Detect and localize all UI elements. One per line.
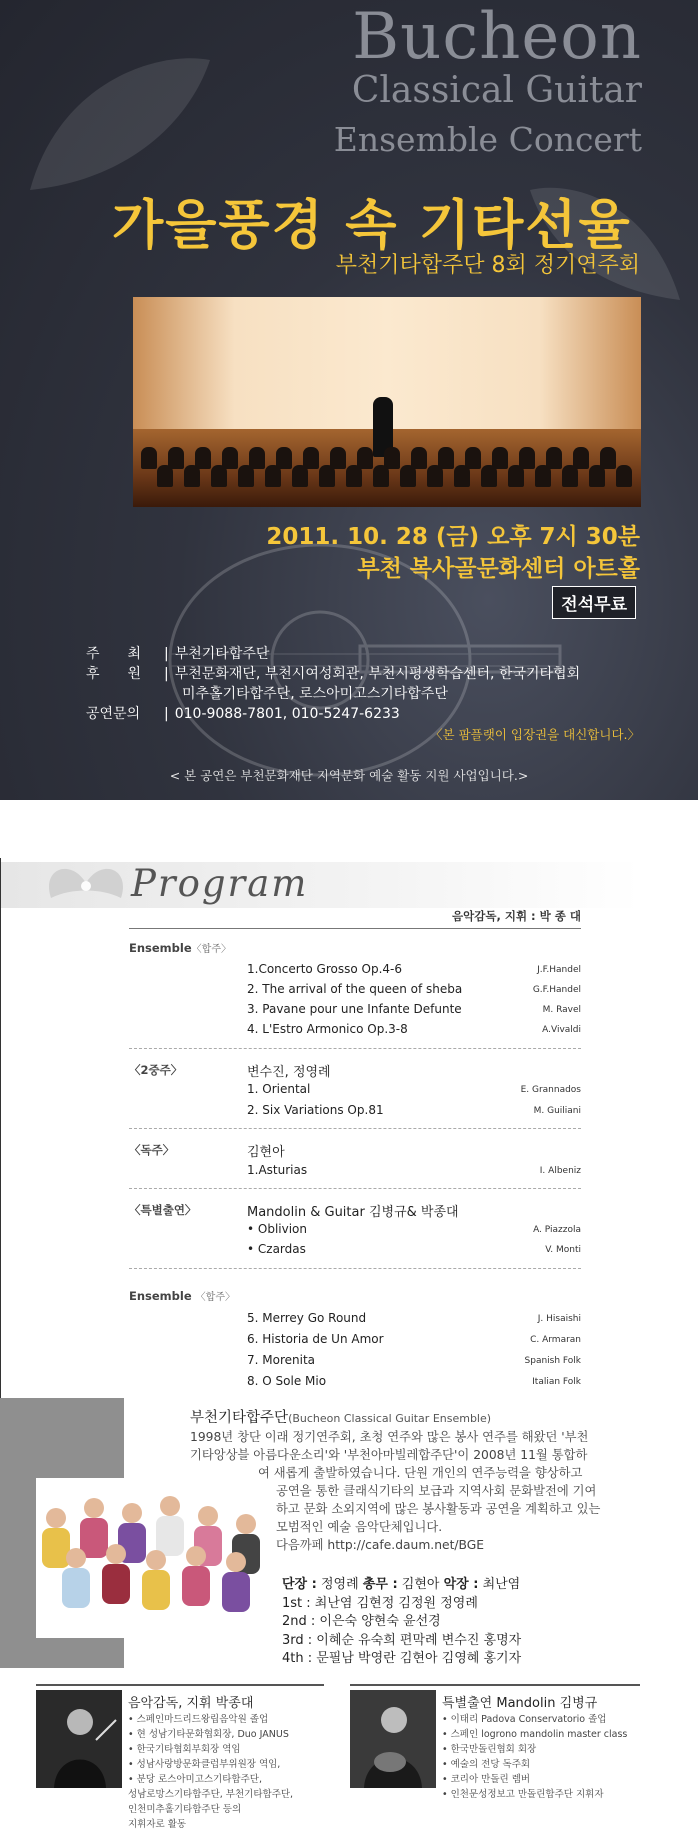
player-figure: [400, 465, 416, 487]
conductor-bio-title: 음악감독, 지휘 박종대: [128, 1696, 254, 1711]
guest-bio-title: 특별출연 Mandolin 김병규: [442, 1696, 598, 1711]
program-composer: J.F.Handel: [537, 965, 581, 975]
info-row-sponsor-cont: 미추홀기타합주단, 로스아미고스기타합주단: [182, 686, 448, 702]
leaf-watermark-icon: [20, 40, 220, 200]
info-row-host: 주 최 | 부천기타합주단: [86, 646, 270, 662]
player-figure: [373, 465, 389, 487]
player-figure: [616, 465, 632, 487]
poster-title-en-line3: Ensemble Concert: [333, 120, 642, 159]
program-composer: I. Albeniz: [539, 1166, 581, 1176]
member-face: [226, 1552, 246, 1572]
program-composer: C. Armaran: [530, 1335, 581, 1345]
concert-venue: 부천 복사골문화센터 아트홀: [357, 556, 640, 582]
program-section: [0, 858, 698, 1398]
admission-badge: 전석무료: [552, 586, 636, 619]
ensemble-cafe-link[interactable]: 다음까페 http://cafe.daum.net/BGE: [276, 1538, 485, 1552]
program-divider: [129, 1048, 581, 1049]
program-title: Program: [131, 862, 309, 905]
member-body: [222, 1572, 250, 1612]
section-label-ensemble: Ensemble〈합주〉: [129, 941, 231, 955]
program-piece: 2. Six Variations Op.81: [247, 1103, 384, 1117]
info-row-sponsor: 후 원 | 부천문화재단, 부천시여성회관, 부천시평생학습센터, 한국기타협회: [86, 666, 581, 682]
ensemble-description-line: 공연을 통한 클래식기타의 보급과 지역사회 문화발전에 기여: [276, 1484, 597, 1498]
guest-bio-list: • 이태리 Padova Conservatorio 졸업 • 스페인 logrono mandolin master class • 한국만돌린협회 회장 • 예술의 전당 독주회 • 코리아 만돌린 렘버 • 인천문성정보고 만돌린합주단 지휘자: [442, 1714, 628, 1800]
program-piece: 8. O Sole Mio: [247, 1374, 327, 1388]
program-composer: V. Monti: [545, 1245, 581, 1255]
section-performers: 변수진, 정영례: [247, 1065, 331, 1080]
support-note: < 본 공연은 부천문화재단 지역문화 예술 활동 지원 사업입니다.>: [169, 768, 529, 783]
player-figure: [292, 465, 308, 487]
program-piece: 2. The arrival of the queen of sheba: [247, 982, 463, 996]
concert-photo: [133, 297, 641, 507]
ensemble-description-line: 모범적인 예술 음악단체입니다.: [276, 1520, 443, 1534]
program-piece: • Czardas: [247, 1242, 306, 1256]
ensemble-description-line: 기타앙상블 아름다운소리'와 '부천아마빌레합주단'이 2008년 11월 통합하: [190, 1448, 588, 1462]
bio-divider: [350, 1684, 640, 1686]
player-figure: [265, 465, 281, 487]
ensemble-description-line: 1998년 창단 이래 정기연주회, 초청 연주와 많은 봉사 연주를 해왔던 '부천: [190, 1430, 589, 1444]
member-body: [62, 1568, 90, 1608]
section-label-solo: 〈독주〉: [129, 1143, 175, 1157]
program-piece: • Oblivion: [247, 1222, 308, 1236]
ensemble-title: 부천기타합주단(Bucheon Classical Guitar Ensemble): [190, 1410, 492, 1426]
player-figure: [238, 465, 254, 487]
ensemble-info-section: [0, 1398, 698, 1830]
player-figure: [211, 465, 227, 487]
member-face: [46, 1508, 66, 1528]
player-figure: [427, 465, 443, 487]
program-piece: 4. L'Estro Armonico Op.3-8: [247, 1022, 408, 1036]
program-composer: G.F.Handel: [532, 985, 581, 995]
conductor-photo: [36, 1690, 122, 1788]
program-composer: J. Hisaishi: [537, 1314, 581, 1324]
program-composer: Spanish Folk: [524, 1356, 581, 1366]
program-divider: [129, 1188, 581, 1189]
conductor-bio-list: • 스페인마드리드왕립음악원 졸업 • 현 성남기타문화협회장, Duo JANUS • 한국기타협회부회장 역임 • 성남사랑방문화클럽부위원장 역임, • 분당 로스아미고스기타합주단, 성남로망스기타합주단, 부천기타합주단, 인천미추홀기타합주단 등의 지휘자로 활동: [128, 1714, 294, 1830]
member-body: [182, 1566, 210, 1606]
poster-title-en-line2: Classical Guitar: [351, 70, 642, 111]
program-piece: 1.Concerto Grosso Op.4-6: [247, 962, 402, 976]
section-label-duo: 〈2중주〉: [129, 1063, 183, 1077]
member-face: [186, 1546, 206, 1566]
player-figure: [481, 465, 497, 487]
program-piece: 5. Merrey Go Round: [247, 1311, 367, 1325]
player-figure: [157, 465, 173, 487]
roster-3rd: 3rd : 이혜순 유숙희 편막례 변수진 홍명자: [282, 1632, 522, 1648]
section-label-ensemble: Ensemble 〈합주〉: [129, 1289, 235, 1303]
program-piece: 7. Morenita: [247, 1353, 316, 1367]
member-body: [142, 1570, 170, 1610]
group-photo: [36, 1478, 268, 1638]
member-face: [198, 1506, 218, 1526]
member-body: [80, 1518, 108, 1558]
member-face: [146, 1550, 166, 1570]
program-composer: M. Ravel: [542, 1005, 581, 1015]
poster-title-ko: 가을풍경 속 기타선율: [112, 195, 632, 256]
program-composer: M. Guiliani: [533, 1106, 581, 1116]
program-composer: A. Piazzola: [533, 1225, 581, 1235]
concert-date: 2011. 10. 28 (금) 오후 7시 30분: [266, 524, 640, 550]
program-director: 음악감독, 지휘 : 박 종 대: [452, 909, 581, 923]
info-row-contact: 공연문의 | 010-9088-7801, 010-5247-6233: [86, 706, 400, 722]
program-composer: E. Grannados: [520, 1085, 581, 1095]
program-divider: [129, 1268, 581, 1269]
bio-divider: [36, 1684, 324, 1686]
player-figure: [508, 465, 524, 487]
player-figure: [184, 465, 200, 487]
concert-poster: [0, 0, 698, 800]
player-figure: [589, 465, 605, 487]
program-piece: 1. Oriental: [247, 1082, 311, 1096]
program-divider: [129, 1128, 581, 1129]
roster-2nd: 2nd : 이은숙 양현숙 윤선경: [282, 1614, 441, 1629]
poster-subtitle: 부천기타합주단 8회 정기연주회: [335, 253, 640, 278]
player-figure: [319, 465, 335, 487]
roster-1st: 1st : 최난염 김현정 김정원 정영례: [282, 1595, 478, 1611]
program-piece: 1.Asturias: [247, 1163, 308, 1177]
poster-info: [86, 644, 580, 724]
member-face: [122, 1503, 142, 1523]
ensemble-description-line: 여 새롭게 출발하였습니다. 단원 개인의 연주능력을 향상하고: [258, 1466, 583, 1480]
program-composer: Italian Folk: [532, 1377, 581, 1387]
member-face: [236, 1514, 256, 1534]
player-figure: [535, 465, 551, 487]
member-face: [84, 1498, 104, 1518]
section-label-special: 〈특별출연〉: [129, 1203, 197, 1217]
player-figure: [562, 465, 578, 487]
member-body: [42, 1528, 70, 1568]
player-figure: [346, 465, 362, 487]
roster-officers: 단장 : 정영례 총무 : 김현아 악장 : 최난염: [282, 1577, 521, 1592]
section-performers: 김현아: [247, 1145, 285, 1160]
player-figure: [141, 447, 157, 469]
program-composer: A.Vivaldi: [542, 1025, 581, 1035]
program-piece: 3. Pavane pour une Infante Defunte: [247, 1002, 462, 1016]
ensemble-description-line: 하고 문화 소외지역에 많은 봉사활동과 공연을 계획하고 있는: [276, 1502, 601, 1516]
ticket-note: 〈본 팜플랫이 입장권을 대신합니다.〉: [430, 727, 640, 742]
member-body: [156, 1516, 184, 1556]
section-performers: Mandolin & Guitar 김병규& 박종대: [247, 1205, 459, 1220]
flower-decoration-icon: [31, 858, 141, 908]
ensemble-roster: [282, 1576, 521, 1669]
roster-4th: 4th : 문필남 박영란 김현아 김영혜 홍기자: [282, 1651, 522, 1666]
member-face: [106, 1544, 126, 1564]
player-figure: [454, 465, 470, 487]
poster-title-en-line1: Bucheon: [352, 0, 642, 74]
member-face: [160, 1496, 180, 1516]
program-divider: [129, 928, 581, 929]
member-face: [66, 1548, 86, 1568]
member-body: [102, 1564, 130, 1604]
program-piece: 6. Historia de Un Amor: [247, 1332, 384, 1346]
guest-photo: [350, 1690, 436, 1788]
